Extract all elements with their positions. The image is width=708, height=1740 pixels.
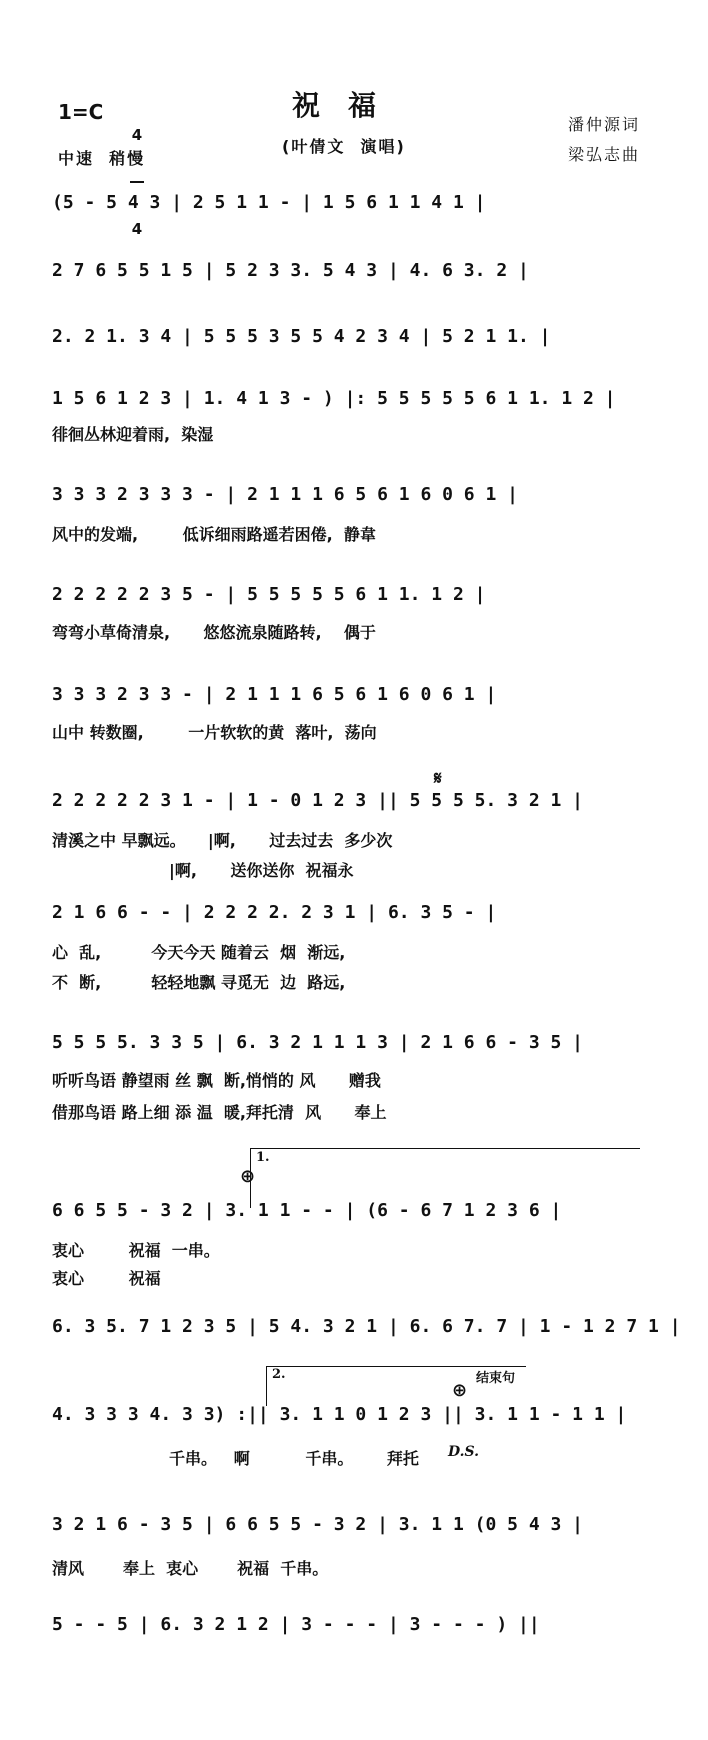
score-line-6: 2 2 2 2 2 3 5 - | 5 5 5 5 5 6 1 1. 1 2 | [52,584,486,605]
lyric-line-9a: 心 乱, 今天今天 随着云 烟 渐远, [52,943,346,962]
performer-credit: (叶倩文 演唱) [282,137,406,156]
meter-top: 4 [131,126,143,144]
volta-2-label: 2. [272,1367,286,1382]
song-title: 祝福 [292,89,405,122]
score-line-4: 1 5 6 1 2 3 | 1. 4 1 3 - ) |: 5 5 5 5 5 6 1 1. 1 2 | [52,388,616,409]
volta-1-label: 1. [256,1150,270,1165]
lyric-line-9b: 不 断, 轻轻地飘 寻觅无 边 路远, [52,973,346,992]
lyric-line-10a: 听听鸟语 静望雨 丝 飘 断,悄悄的 风 赠我 [52,1071,381,1090]
ending-label: 结束句 [476,1371,516,1386]
lyric-line-4a: 徘徊丛林迎着雨, 染湿 [52,425,214,444]
volta-2-bracket-side [266,1366,267,1406]
score-line-11: 6 6 5 5 - 3 2 | 3. 1 1 - - | (6 - 6 7 1 2 3 6 | [52,1200,562,1221]
lyric-line-5a: 风中的发端, 低诉细雨路遥若困倦, 静韋 [52,525,376,544]
lyric-line-11a: 衷心 祝福 一串。 [52,1241,220,1260]
meter-bar [130,181,144,183]
ds-marking: D.S. [448,1444,480,1460]
score-line-9: 2 1 6 6 - - | 2 2 2 2. 2 3 1 | 6. 3 5 - | [52,902,497,923]
key-signature: 1=C [58,100,104,124]
lyric-line-8a: 清溪之中 早飘远。 |啊, 过去过去 多少次 [52,831,393,850]
volta-2-bracket [266,1366,466,1367]
score-line-14: 3 2 1 6 - 3 5 | 6 6 5 5 - 3 2 | 3. 1 1 (0 5 4 3 | [52,1514,584,1535]
score-line-1: (5 - 5 4 3 | 2 5 1 1 - | 1 5 6 1 1 4 1 | [52,192,486,213]
time-signature [130,90,144,256]
lyric-line-10b: 借那鸟语 路上细 添 温 暖,拜托清 风 奉上 [52,1103,387,1122]
score-line-5: 3 3 3 2 3 3 3 - | 2 1 1 1 6 5 6 1 6 0 6 1 | [52,484,518,505]
score-line-8: 2 2 2 2 2 3 1 - | 1 - 0 1 2 3 || 5 5 5 5. 3 2 1 | [52,790,584,811]
score-line-3: 2. 2 1. 3 4 | 5 5 5 3 5 5 4 2 3 4 | 5 2 1 1. | [52,326,551,347]
score-line-2: 2 7 6 5 5 1 5 | 5 2 3 3. 5 4 3 | 4. 6 3. 2 | [52,260,529,281]
lyric-line-6a: 弯弯小草倚清泉, 悠悠流泉随路转, 偶于 [52,623,376,642]
score-line-10: 5 5 5 5. 3 3 5 | 6. 3 2 1 1 1 3 | 2 1 6 6 - 3 5 | [52,1032,584,1053]
composer-credit: 梁弘志曲 [568,145,641,164]
lyric-line-7a: 山中 转数圈, 一片软软的黄 落叶, 荡向 [52,723,377,742]
coda-sign-2: ⊕ [452,1380,468,1401]
lyric-line-11b: 衷心 祝福 [52,1269,161,1288]
score-line-12: 6. 3 5. 7 1 2 3 5 | 5 4. 3 2 1 | 6. 6 7. 7 | 1 - 1 2 7 1 | [52,1316,681,1337]
lyric-line-13a: 千串。 啊 千串。 拜托 [52,1449,419,1468]
tempo-marking: 中速 稍慢 [58,149,146,168]
volta-1-bracket [250,1148,640,1149]
lyricist-credit: 潘仲源词 [568,115,641,134]
score-line-15: 5 - - 5 | 6. 3 2 1 2 | 3 - - - | 3 - - - ) || [52,1614,540,1635]
meter-bottom: 4 [131,220,143,238]
score-line-7: 3 3 3 2 3 3 - | 2 1 1 1 6 5 6 1 6 0 6 1 | [52,684,497,705]
coda-sign-1: ⊕ [240,1166,256,1187]
segno-sign: 𝄋 [434,768,442,789]
lyric-line-8b: |啊, 送你送你 祝福永 [52,861,354,880]
lyric-line-14a: 清风 奉上 衷心 祝福 千串。 [52,1559,329,1578]
score-line-13: 4. 3 3 3 4. 3 3) :|| 3. 1 1 0 1 2 3 || 3. 1 1 - 1 1 | [52,1404,627,1425]
